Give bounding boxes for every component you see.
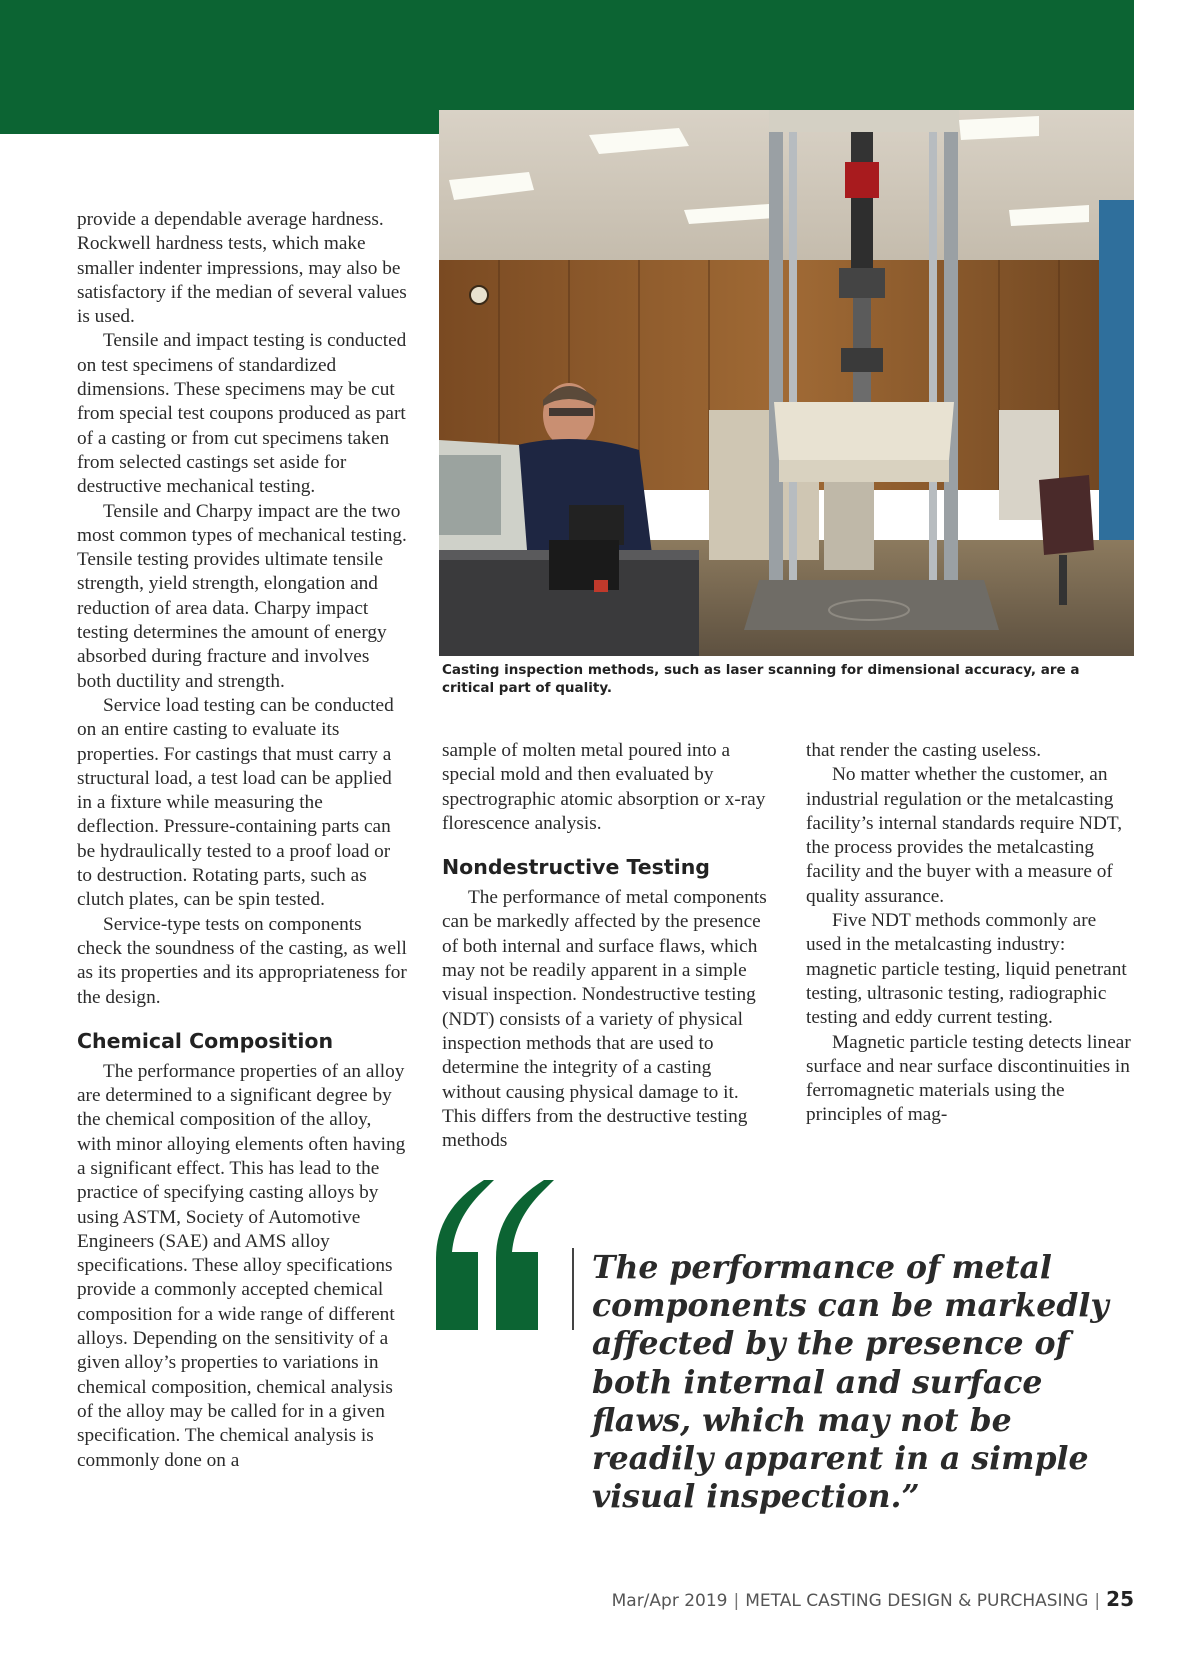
article-column-3 — [806, 739, 1136, 1128]
photo-caption: Casting inspection methods, such as laser scanning for dimensional accuracy, are a critical part of quality. — [442, 662, 1080, 696]
quote-mark-icon — [436, 1180, 556, 1330]
paragraph: provide a dependable average hardness. Rockwell hardness tests, which make smaller indenter impressions, may also be satisfactory if the median of several values is used. — [77, 209, 407, 328]
issue-date: Mar/Apr 2019 — [611, 1591, 728, 1611]
lab-photo-illustration — [439, 110, 1134, 656]
pullquote-divider — [572, 1248, 574, 1330]
article-column-2 — [442, 739, 772, 1153]
paragraph: The performance properties of an alloy are determined to a significant degree by the chemical composition of the alloy, with minor alloying elements often having a significant effect. This has lead to the practice of specifying casting alloys by using ASTM, Society of Automotive Engineers (SAE) and AMS alloy specifications. These alloy specifications provide a commonly accepted chemical composition for a wide range of different alloys. Depending on the sensitivity of a given alloy’s properties to variations in chemical composition, chemical analysis of the alloy may be called for in a given specification. The chemical analysis is commonly done on a — [77, 1060, 406, 1471]
article-column-1 — [77, 208, 407, 1473]
page-number: 25 — [1106, 1587, 1134, 1611]
paragraph: The performance of metal components can be markedly affected by the presence of both internal and surface flaws, which may not be readily apparent in a simple visual inspection. Nondestructive testing (NDT) consists of a variety of physical inspection methods that are used to determine the integrity of a casting without causing physical damage to it. This differs from the destructive testing methods — [442, 887, 767, 1152]
paragraph: that render the casting useless. — [806, 740, 1042, 761]
paragraph: No matter whether the customer, an industrial regulation or the metalcasting facility’s internal standards require NDT, the process provides the metalcasting facility and the buyer with a measure of quality assurance. — [806, 764, 1123, 907]
magazine-name: METAL CASTING DESIGN & PURCHASING — [745, 1591, 1089, 1611]
lab-photo — [439, 110, 1134, 656]
page-footer: Mar/Apr 2019 | METAL CASTING DESIGN & PURCHASING | 25 — [611, 1587, 1134, 1611]
paragraph: Tensile and impact testing is conducted on test specimens of standardized dimensions. These specimens may be cut from special test coupons produced as part of a casting or from cut specimens taken from selected castings set aside for destructive mechanical testing. — [77, 330, 407, 498]
paragraph: sample of molten metal poured into a special mold and then evaluated by spectrographic atomic absorption or x-ray florescence analysis. — [442, 740, 766, 834]
paragraph: Five NDT methods commonly are used in the metalcasting industry: magnetic particle testing, liquid penetrant testing, ultrasonic testing, radiographic testing and eddy current testing. — [806, 910, 1127, 1029]
paragraph: Service load testing can be conducted on an entire casting to evaluate its properties. For castings that must carry a structural load, a test load can be applied in a fixture while measuring the deflection. Pressure-containing parts can be hydraulically tested to a proof load or to destruction. Rotating parts, such as clutch plates, can be spin tested. — [77, 694, 394, 911]
pullquote: The performance of metal components can be markedly affected by the presence of both internal and surface flaws, which may not be readily apparent in a simple visual inspection.” — [592, 1249, 1109, 1516]
section-heading-nondestructive-testing: Nondestructive Testing — [442, 855, 710, 880]
section-heading-chemical-composition: Chemical Composition — [77, 1028, 334, 1053]
paragraph: Magnetic particle testing detects linear surface and near surface discontinuities in ferromagnetic materials using the principles of mag- — [806, 1031, 1131, 1126]
paragraph: Tensile and Charpy impact are the two most common types of mechanical testing. Tensile testing provides ultimate tensile strength, yield strength, elongation and reduction of area data. Charpy impact testing determines the amount of energy absorbed during fracture and involves both ductility and strength. — [77, 500, 407, 692]
paragraph: Service-type tests on components check the soundness of the casting, as well as its properties and its appropriateness for the design. — [77, 913, 407, 1008]
